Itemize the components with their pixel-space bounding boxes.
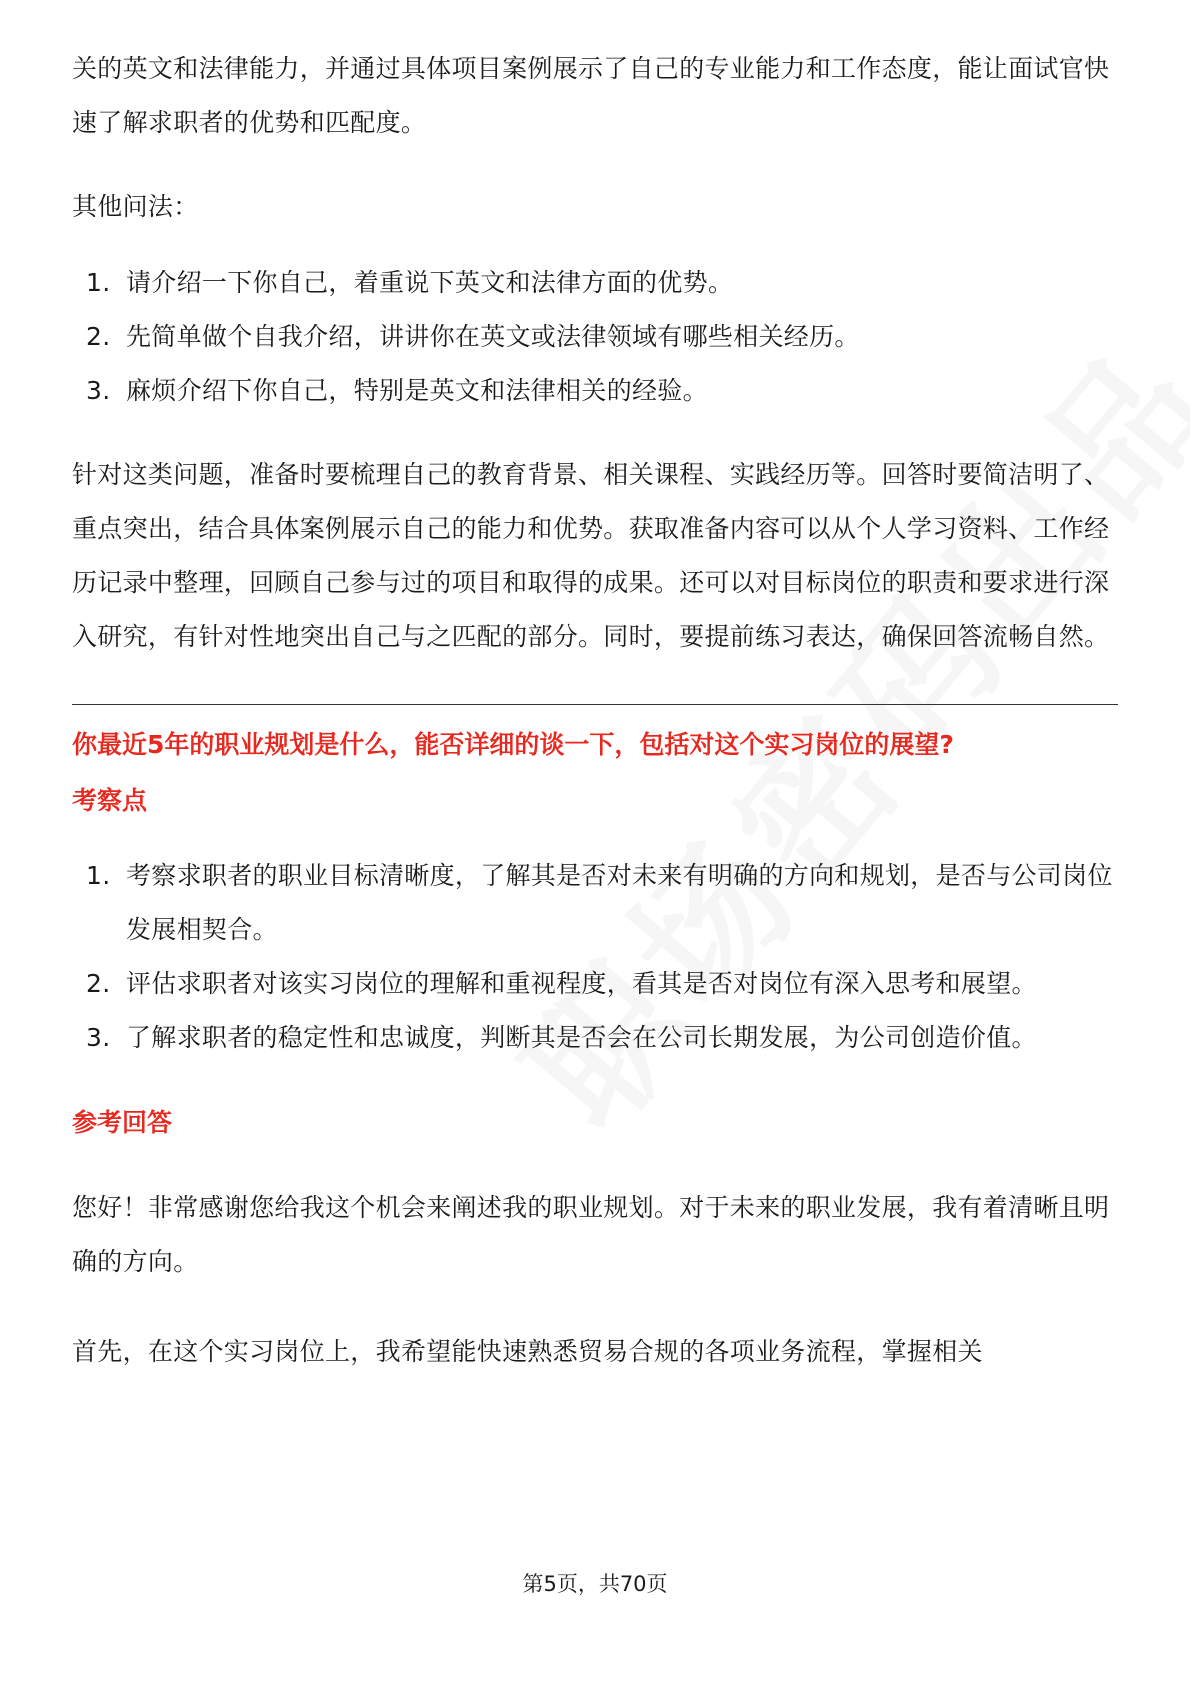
list-item-text: 先简单做个自我介绍，讲讲你在英文或法律领域有哪些相关经历。 xyxy=(126,322,860,351)
reference-answer-label: 参考回答 xyxy=(72,1108,173,1137)
list-number: 1. xyxy=(86,268,111,297)
list-number: 3. xyxy=(86,376,111,405)
list-item xyxy=(72,1011,1118,1065)
section-divider xyxy=(72,704,1118,705)
focus-list xyxy=(72,849,1118,1065)
list-item xyxy=(72,256,1118,310)
list-item xyxy=(72,849,1118,957)
list-item-text: 评估求职者对该实习岗位的理解和重视程度，看其是否对岗位有深入思考和展望。 xyxy=(126,969,1037,998)
page-content xyxy=(72,42,1118,1379)
list-item xyxy=(72,957,1118,1011)
focus-label: 考察点 xyxy=(72,786,148,815)
list-item-text: 考察求职者的职业目标清晰度，了解其是否对未来有明确的方向和规划，是否与公司岗位发展相契合。 xyxy=(126,861,1113,944)
list-number: 2. xyxy=(86,969,111,998)
page-footer: 第5页，共70页 xyxy=(522,1572,668,1596)
other-questions-list xyxy=(72,256,1118,418)
answer-paragraph: 首先，在这个实习岗位上，我希望能快速熟悉贸易合规的各项业务流程，掌握相关 xyxy=(72,1337,983,1366)
preparation-paragraph: 针对这类问题，准备时要梳理自己的教育背景、相关课程、实践经历等。回答时要简洁明了、重点突出，结合具体案例展示自己的能力和优势。获取准备内容可以从个人学习资料、工作经历记录中整理，回顾自己参与过的项目和取得的成果。还可以对目标岗位的职责和要求进行深入研究，有针对性地突出自己与之匹配的部分。同时，要提前练习表达，确保回答流畅自然。 xyxy=(72,460,1110,651)
list-number: 3. xyxy=(86,1023,111,1052)
list-item-text: 请介绍一下你自己，着重说下英文和法律方面的优势。 xyxy=(126,268,734,297)
intro-paragraph: 关的英文和法律能力，并通过具体项目案例展示了自己的专业能力和工作态度，能让面试官快速了解求职者的优势和匹配度。 xyxy=(72,54,1110,137)
list-number: 1. xyxy=(86,861,111,890)
list-item xyxy=(72,364,1118,418)
answer-paragraph: 您好！非常感谢您给我这个机会来阐述我的职业规划。对于未来的职业发展，我有着清晰且明确的方向。 xyxy=(72,1193,1110,1276)
other-questions-label: 其他问法： xyxy=(72,192,199,221)
question-heading: 你最近5年的职业规划是什么，能否详细的谈一下，包括对这个实习岗位的展望? xyxy=(72,730,954,759)
list-number: 2. xyxy=(86,322,111,351)
list-item-text: 麻烦介绍下你自己，特别是英文和法律相关的经验。 xyxy=(126,376,708,405)
list-item-text: 了解求职者的稳定性和忠诚度，判断其是否会在公司长期发展，为公司创造价值。 xyxy=(126,1023,1037,1052)
list-item xyxy=(72,310,1118,364)
